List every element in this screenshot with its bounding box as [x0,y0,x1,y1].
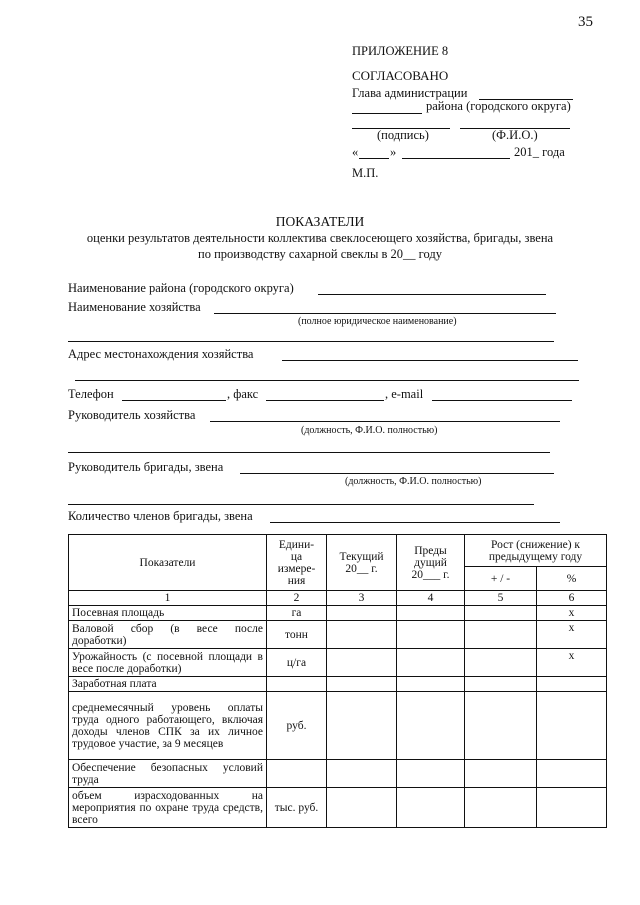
row-unit [267,760,327,788]
date-open-quote: « [352,145,359,159]
row-previous-cell[interactable] [397,692,465,760]
header-unit-line-4: ния [287,574,306,587]
members-label: Количество членов бригады, звена [68,509,253,523]
district-name-label: Наименование района (городского округа) [68,281,294,295]
indicators-table [68,534,607,828]
address-label: Адрес местонахождения хозяйства [68,347,254,361]
row-name: Посевная площадь [69,606,267,621]
row-current-cell[interactable] [327,649,397,677]
table-row [69,677,607,692]
row-unit [267,677,327,692]
row-current-cell[interactable] [327,621,397,649]
header-prev-line-2: дущий [414,556,447,569]
table-row [69,692,607,760]
farm-head-line[interactable] [210,421,560,422]
table-row [69,606,607,621]
row-percent: х [537,621,607,649]
col-number-2: 2 [267,591,327,606]
header-prev-line-3: 20___ г. [411,568,450,581]
table-row [69,760,607,788]
row-current-cell[interactable] [327,788,397,828]
fax-label: , факс [227,387,259,401]
farm-name-line[interactable] [214,313,556,314]
row-unit: тыс. руб. [267,788,327,828]
district-blank-line [352,113,422,114]
members-line[interactable] [270,522,560,523]
col-number-4: 4 [397,591,465,606]
farm-head-line-2[interactable] [68,452,550,453]
fax-line[interactable] [266,400,384,401]
row-name: Обеспечение безопасных условий труда [69,760,267,788]
row-unit: тонн [267,621,327,649]
row-delta-cell[interactable] [465,692,537,760]
row-unit: ц/га [267,649,327,677]
row-previous-cell[interactable] [397,649,465,677]
farm-head-hint: (должность, Ф.И.О. полностью) [301,425,438,436]
row-delta-cell[interactable] [465,760,537,788]
date-close-quote: » [390,145,397,159]
brigade-head-line[interactable] [240,473,554,474]
table-row [69,621,607,649]
table-row [69,788,607,828]
fio-caption: (Ф.И.О.) [492,128,538,142]
header-unit-line-1: Едини- [278,538,315,551]
row-previous-cell[interactable] [397,621,465,649]
row-name: среднемесячный уровень оплаты труда одного работающего, включая доходы членов СПК за их личное трудовое участие, за 9 месяцев [69,692,267,760]
header-percent: % [537,567,607,591]
row-previous-cell[interactable] [397,606,465,621]
row-delta-cell[interactable] [465,788,537,828]
row-name: Урожайность (с посевной площади в весе после доработки) [69,649,267,677]
header-unit [267,535,327,591]
address-line[interactable] [282,360,578,361]
header-plus-minus: + / - [465,567,537,591]
brigade-head-line-2[interactable] [68,504,534,505]
row-name: Валовой сбор (в весе после доработки) [69,621,267,649]
row-percent: х [537,649,607,677]
page-number: 35 [578,14,593,30]
row-delta-cell[interactable] [465,677,537,692]
row-current-cell[interactable] [327,677,397,692]
email-label: , e-mail [385,387,424,401]
row-percent [537,677,607,692]
year-label: 201_ года [514,145,565,159]
district-name-line[interactable] [318,294,546,295]
row-unit: га [267,606,327,621]
district-label: района (городского округа) [426,99,571,113]
day-line [359,158,389,159]
header-current-line-2: 20__ г. [345,562,378,575]
col-number-5: 5 [465,591,537,606]
table-row [69,649,607,677]
col-number-3: 3 [327,591,397,606]
col-number-6: 6 [537,591,607,606]
row-percent [537,788,607,828]
row-previous-cell[interactable] [397,677,465,692]
header-prev-line-1: Преды [414,544,447,557]
header-unit-line-2: ца [290,550,303,563]
row-unit: руб. [267,692,327,760]
header-previous-year [397,535,465,591]
doc-subtitle-2: по производству сахарной свеклы в 20__ году [198,247,442,261]
seal-label: М.П. [352,166,379,180]
row-delta-cell[interactable] [465,649,537,677]
brigade-head-hint: (должность, Ф.И.О. полностью) [345,476,482,487]
row-delta-cell[interactable] [465,621,537,649]
farm-name-line-2[interactable] [68,341,554,342]
header-indicators: Показатели [69,535,267,591]
row-name: объем израсходованных на мероприятия по охране труда средств, всего [69,788,267,828]
col-number-1: 1 [69,591,267,606]
row-current-cell[interactable] [327,760,397,788]
row-current-cell[interactable] [327,692,397,760]
head-admin-label: Глава администрации [352,86,468,100]
email-line[interactable] [432,400,572,401]
row-percent [537,760,607,788]
row-percent [537,692,607,760]
row-name: Заработная плата [69,677,267,692]
header-current-year [327,535,397,591]
doc-subtitle: оценки результатов деятельности коллектива свеклосеющего хозяйства, бригады, звена [86,231,554,245]
farm-name-hint: (полное юридическое наименование) [298,316,457,327]
address-line-2[interactable] [75,380,579,381]
row-percent: х [537,606,607,621]
brigade-head-label: Руководитель бригады, звена [68,460,224,474]
header-current-line-1: Текущий [339,550,384,563]
appendix-label: ПРИЛОЖЕНИЕ 8 [352,44,449,58]
agreed-label: СОГЛАСОВАНО [352,68,449,83]
month-line [402,158,510,159]
row-current-cell[interactable] [327,606,397,621]
doc-title: ПОКАЗАТЕЛИ [275,214,365,229]
farm-name-label: Наименование хозяйства [68,300,201,314]
row-delta-cell[interactable] [465,606,537,621]
header-growth: Рост (снижение) к предыдущему году [465,535,607,567]
row-previous-cell[interactable] [397,788,465,828]
signature-caption: (подпись) [377,128,429,142]
row-previous-cell[interactable] [397,760,465,788]
farm-head-label: Руководитель хозяйства [68,408,196,422]
header-unit-line-3: измере- [277,562,316,575]
phone-label: Телефон [68,387,114,401]
phone-line[interactable] [122,400,226,401]
